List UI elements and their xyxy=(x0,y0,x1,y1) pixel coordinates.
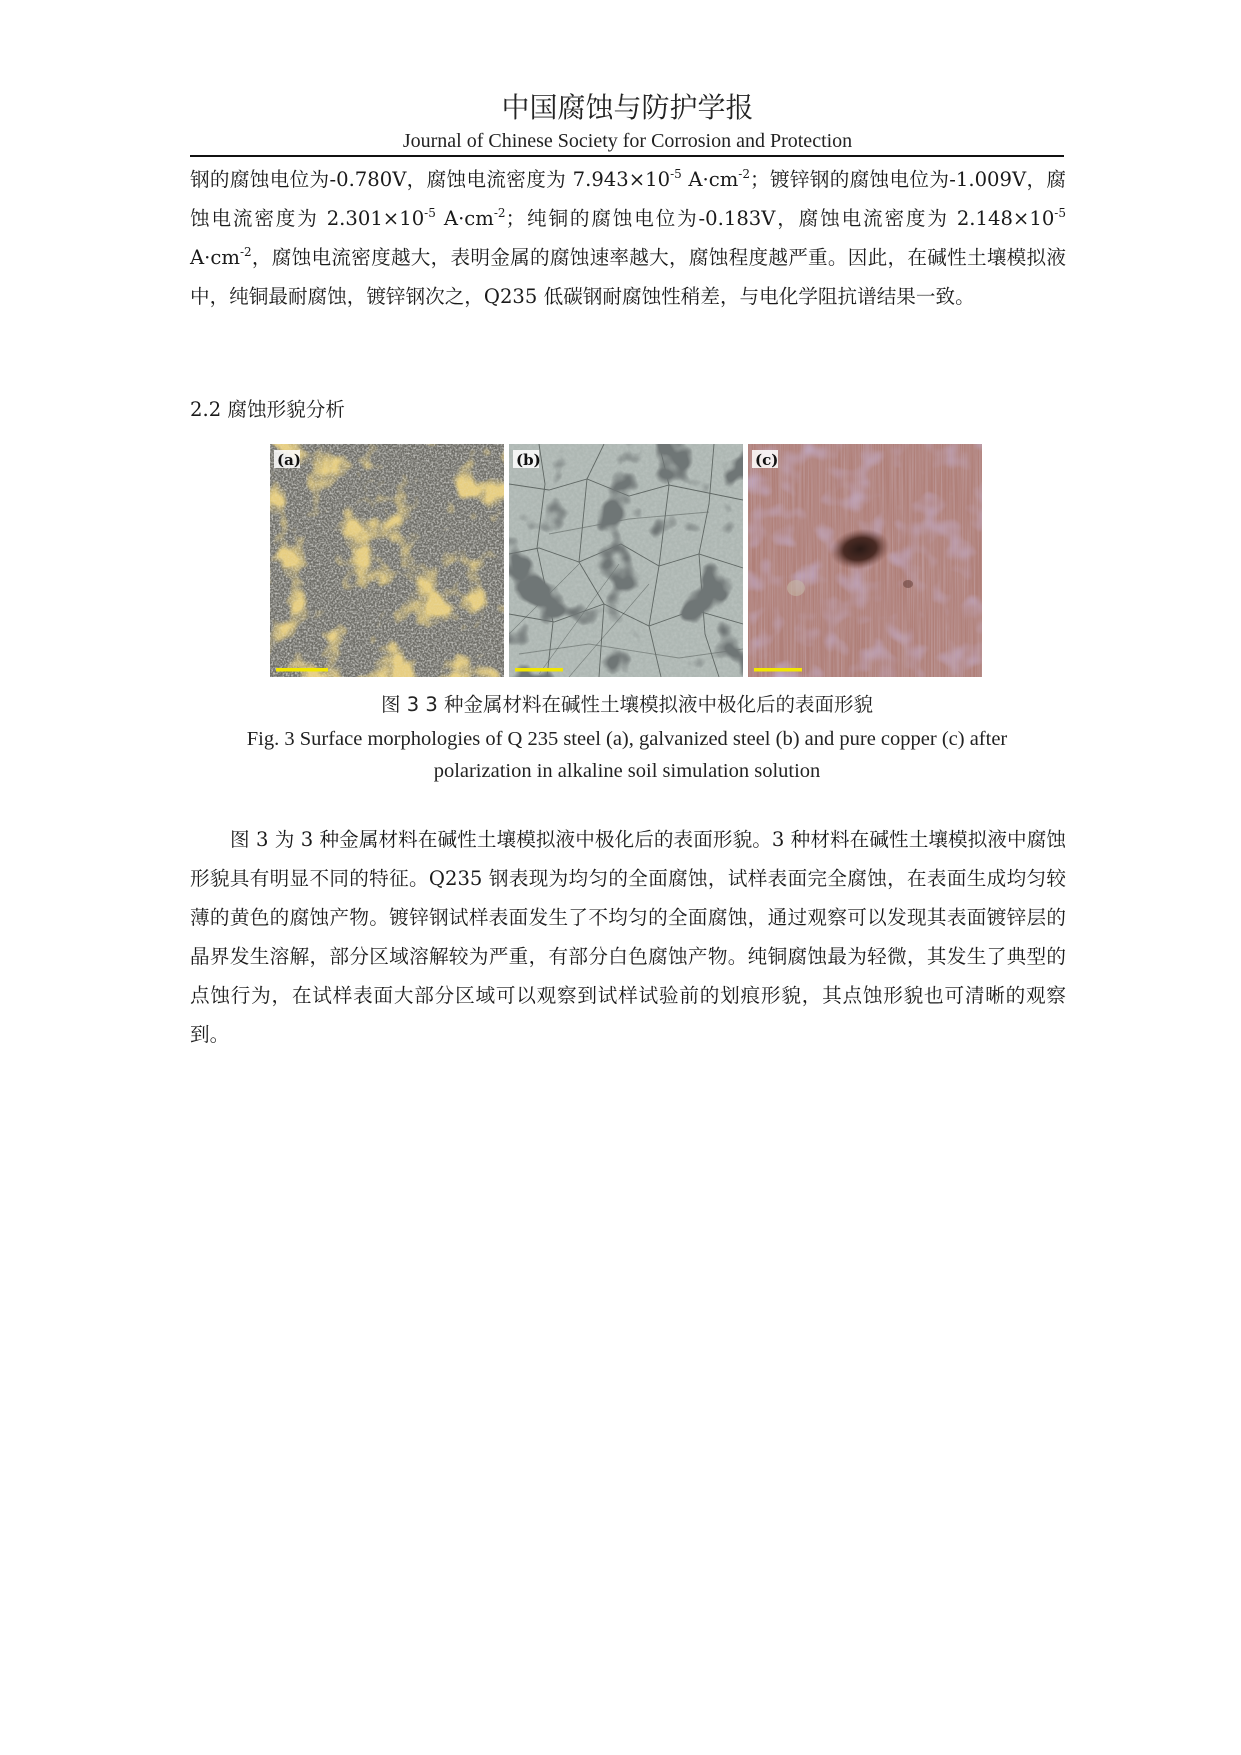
paragraph-corrosion-current: 钢的腐蚀电位为-0.780V，腐蚀电流密度为 $7.943\times 10^{-5}$ $A\cdot cm^{-2}$；镀锌钢的腐蚀电位为-1.009V，腐蚀电流密度为 $2.301\times 10^{-5}$ $A\cdot cm^{-2}$；纯铜的腐蚀电位为-0.183V，腐蚀电流密度为 $2.148\times 10^{-5}$ $A\cdot cm^{-2}$，腐蚀电流密度越大，表明金属的腐蚀速率越大，腐蚀程度越严重。因此，在碱性土壤模拟液中，纯铜最耐腐蚀，镀锌钢次之，Q235 低碳钢耐腐蚀性稍差，与电化学阻抗谱结果一致。 xyxy=(190,167,1066,308)
scale-bar xyxy=(515,668,563,672)
journal-title-en: Journal of Chinese Society for Corrosion and Protection xyxy=(402,130,853,152)
corroded-steel-micrograph-icon xyxy=(270,444,504,677)
figure-caption-cn: 图 3 3 种金属材料在碱性土壤模拟液中极化后的表面形貌 xyxy=(381,693,873,716)
panel-label-b: (b) xyxy=(516,451,541,469)
section-heading: 2.2 腐蚀形貌分析 xyxy=(190,398,345,421)
header-rule xyxy=(190,155,1064,157)
figure-panel-b xyxy=(509,444,743,677)
paragraph-morphology: 图 3 为 3 种金属材料在碱性土壤模拟液中极化后的表面形貌。3 种材料在碱性土壤模拟液中腐蚀形貌具有明显不同的特征。Q235 钢表现为均匀的全面腐蚀，试样表面完全腐蚀，在表面生成均匀较薄的黄色的腐蚀产物。镀锌钢试样表面发生了不均匀的全面腐蚀，通过观察可以发现其表面镀锌层的晶界发生溶解，部分区域溶解较为严重，有部分白色腐蚀产物。纯铜腐蚀最为轻微，其发生了典型的点蚀行为，在试样表面大部分区域可以观察到试样试验前的划痕形貌，其点蚀形貌也可清晰的观察到。 xyxy=(190,828,1066,1046)
scale-bar xyxy=(276,668,328,672)
pure-copper-micrograph-icon xyxy=(748,444,982,677)
scale-bar xyxy=(754,668,802,672)
figure-caption-en-line1: Fig. 3 Surface morphologies of Q 235 steel (a), galvanized steel (b) and pure copper (c) after xyxy=(246,728,1008,750)
journal-title-cn: 中国腐蚀与防护学报 xyxy=(501,91,754,124)
figure-panel-c xyxy=(748,444,982,677)
panel-label-a: (a) xyxy=(277,451,301,469)
figure-caption-en-line2: polarization in alkaline soil simulation solution xyxy=(433,760,821,782)
panel-label-c: (c) xyxy=(755,451,779,469)
figure-caption-en xyxy=(190,723,1064,787)
galvanized-steel-micrograph-icon xyxy=(509,444,743,677)
figure-panel-a xyxy=(270,444,504,677)
journal-header xyxy=(190,88,1065,154)
